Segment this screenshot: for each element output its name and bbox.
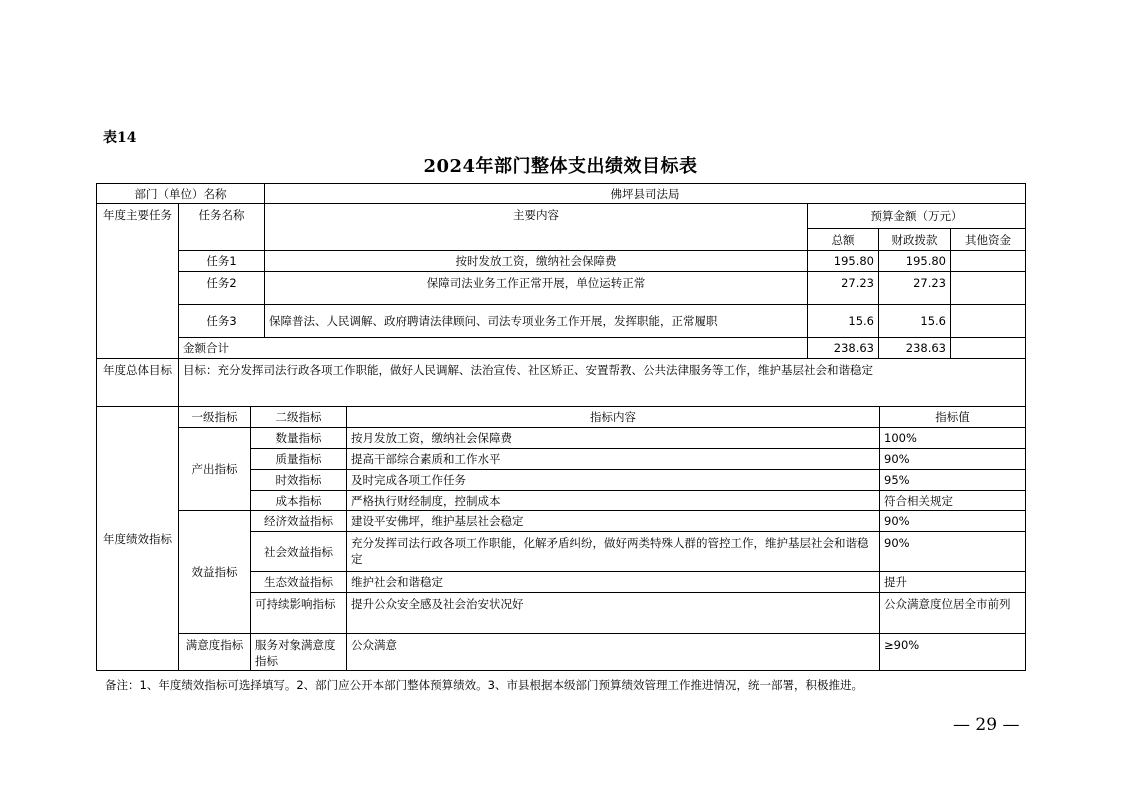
level2-cell: 可持续影响指标 [251, 593, 347, 634]
indicator-section-label: 年度绩效指标 [97, 407, 179, 671]
indicator-row [97, 428, 1026, 449]
overall-goal-text: 目标：充分发挥司法行政各项工作职能，做好人民调解、法治宣传、社区矫正、安置帮教、公共法律服务等工作，维护基层社会和谐稳定 [179, 359, 1026, 407]
content-cell: 及时完成各项工作任务 [347, 470, 880, 491]
task-content: 按时发放工资，缴纳社会保障费 [265, 251, 808, 272]
budget-fiscal-header: 财政拨款 [879, 229, 951, 251]
task-total: 195.80 [808, 251, 879, 272]
sum-fiscal: 238.63 [879, 338, 951, 359]
sum-row [97, 338, 1026, 359]
task-fiscal: 195.80 [879, 251, 951, 272]
table-label: 表14 [103, 130, 137, 146]
sum-other [951, 338, 1026, 359]
value-cell: 符合相关规定 [880, 491, 1026, 511]
content-cell: 提升公众安全感及社会治安状况好 [347, 593, 880, 634]
level2-cell: 成本指标 [251, 491, 347, 511]
task-content: 保障司法业务工作正常开展，单位运转正常 [265, 272, 808, 305]
task-content: 保障普法、人民调解、政府聘请法律顾问、司法专项业务工作开展，发挥职能，正常履职 [265, 305, 808, 338]
content-cell: 充分发挥司法行政各项工作职能，化解矛盾纠纷，做好两类特殊人群的管控工作，维护基层社会和谐稳定 [347, 532, 880, 572]
content-cell: 严格执行财经制度，控制成本 [347, 491, 880, 511]
sum-label: 金额合计 [179, 338, 808, 359]
value-cell: 90% [880, 449, 1026, 470]
task-fiscal: 27.23 [879, 272, 951, 305]
value-cell: 100% [880, 428, 1026, 449]
value-header: 指标值 [880, 407, 1026, 428]
level2-cell: 质量指标 [251, 449, 347, 470]
value-cell: 90% [880, 511, 1026, 532]
budget-total-header: 总额 [808, 229, 879, 251]
level1-cell: 产出指标 [179, 428, 251, 511]
indicator-table [96, 406, 1026, 671]
unit-name: 佛坪县司法局 [265, 184, 1026, 204]
content-cell: 按月发放工资，缴纳社会保障费 [347, 428, 880, 449]
task-row [97, 305, 1026, 338]
content-cell: 维护社会和谐稳定 [347, 572, 880, 593]
unit-label: 部门（单位）名称 [97, 184, 265, 204]
task-row [97, 251, 1026, 272]
overall-goal-label: 年度总体目标 [97, 359, 179, 407]
task-name: 任务2 [179, 272, 265, 305]
task-total: 15.6 [808, 305, 879, 338]
content-cell: 公众满意 [347, 634, 880, 671]
sum-total: 238.63 [808, 338, 879, 359]
level2-header: 二级指标 [251, 407, 347, 428]
level2-cell: 社会效益指标 [251, 532, 347, 572]
task-table [96, 183, 1026, 407]
level2-cell: 经济效益指标 [251, 511, 347, 532]
level1-header: 一级指标 [179, 407, 251, 428]
tasks-section-label: 年度主要任务 [97, 204, 179, 359]
level2-cell: 生态效益指标 [251, 572, 347, 593]
level2-cell: 服务对象满意度指标 [251, 634, 347, 671]
footnote: 备注：1、年度绩效指标可选择填写。2、部门应公开本部门整体预算绩效。3、市县根据本级部门预算绩效管理工作推进情况，统一部署，积极推进。 [105, 678, 863, 692]
level2-cell: 数量指标 [251, 428, 347, 449]
task-row [97, 272, 1026, 305]
task-total: 27.23 [808, 272, 879, 305]
indicator-row [97, 634, 1026, 671]
value-cell: 公众满意度位居全市前列 [880, 593, 1026, 634]
value-cell: 90% [880, 532, 1026, 572]
task-other [951, 251, 1026, 272]
page-number: — 29 — [953, 715, 1020, 735]
task-name-header: 任务名称 [179, 204, 265, 251]
level2-cell: 时效指标 [251, 470, 347, 491]
level1-cell: 满意度指标 [179, 634, 251, 671]
task-other [951, 305, 1026, 338]
task-fiscal: 15.6 [879, 305, 951, 338]
budget-other-header: 其他资金 [951, 229, 1026, 251]
task-name: 任务3 [179, 305, 265, 338]
task-other [951, 272, 1026, 305]
task-content-header: 主要内容 [265, 204, 808, 251]
content-cell: 提高干部综合素质和工作水平 [347, 449, 880, 470]
indicator-row [97, 511, 1026, 532]
level1-cell: 效益指标 [179, 511, 251, 634]
value-cell: 提升 [880, 572, 1026, 593]
page-title: 2024年部门整体支出绩效目标表 [423, 156, 698, 177]
content-cell: 建设平安佛坪，维护基层社会稳定 [347, 511, 880, 532]
value-cell: 95% [880, 470, 1026, 491]
budget-header: 预算金额（万元） [808, 204, 1026, 229]
value-cell: ≥90% [880, 634, 1026, 671]
content-header: 指标内容 [347, 407, 880, 428]
task-name: 任务1 [179, 251, 265, 272]
